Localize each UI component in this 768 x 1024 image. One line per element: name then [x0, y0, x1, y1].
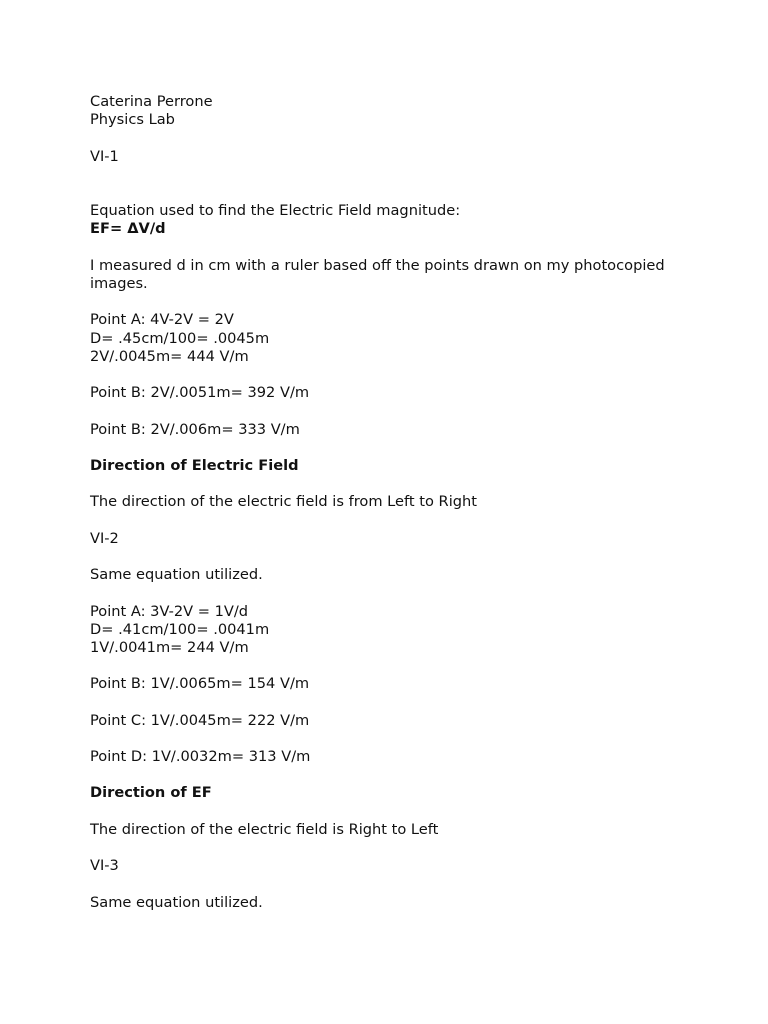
- measurement-note: I measured d in cm with a ruler based off the points drawn on my photocopied images.: [90, 256, 665, 292]
- section-heading-vi2: VI-2: [90, 529, 119, 547]
- document-page: [90, 93, 710, 912]
- vi1-point-b-first: Point B: 2V/.0051m= 392 V/m: [90, 384, 310, 402]
- vi1-point-b-second: Point B: 2V/.006m= 333 V/m: [90, 420, 300, 438]
- vi1-point-a-line-3: 2V/.0045m= 444 V/m: [90, 347, 249, 365]
- vi1-point-a-line-2: D= .45cm/100= .0045m: [90, 329, 270, 347]
- equation: EF= ΔV/d: [90, 220, 166, 238]
- section-heading-vi1: VI-1: [90, 147, 119, 165]
- vi2-direction-text: The direction of the electric field is Right to Left: [90, 820, 439, 838]
- vi2-point-d: Point D: 1V/.0032m= 313 V/m: [90, 748, 311, 766]
- section-heading-vi3: VI-3: [90, 857, 119, 875]
- author-name: Caterina Perrone: [90, 93, 213, 110]
- vi2-point-a-line-3: 1V/.0041m= 244 V/m: [90, 638, 249, 656]
- vi2-point-b: Point B: 1V/.0065m= 154 V/m: [90, 675, 310, 693]
- vi2-same-equation: Same equation utilized.: [90, 566, 263, 584]
- vi2-point-a-line-1: Point A: 3V-2V = 1V/d: [90, 602, 249, 620]
- vi1-point-a-line-1: Point A: 4V-2V = 2V: [90, 311, 234, 329]
- equation-intro: Equation used to find the Electric Field magnitude:: [90, 202, 461, 220]
- vi1-direction-heading: Direction of Electric Field: [90, 456, 299, 474]
- vi2-point-a-line-2: D= .41cm/100= .0041m: [90, 620, 270, 638]
- course-name: Physics Lab: [90, 111, 175, 129]
- vi3-same-equation: Same equation utilized.: [90, 893, 263, 911]
- vi2-point-c: Point C: 1V/.0045m= 222 V/m: [90, 711, 310, 729]
- vi2-direction-heading: Direction of EF: [90, 784, 212, 802]
- vi1-direction-text: The direction of the electric field is from Left to Right: [90, 493, 477, 511]
